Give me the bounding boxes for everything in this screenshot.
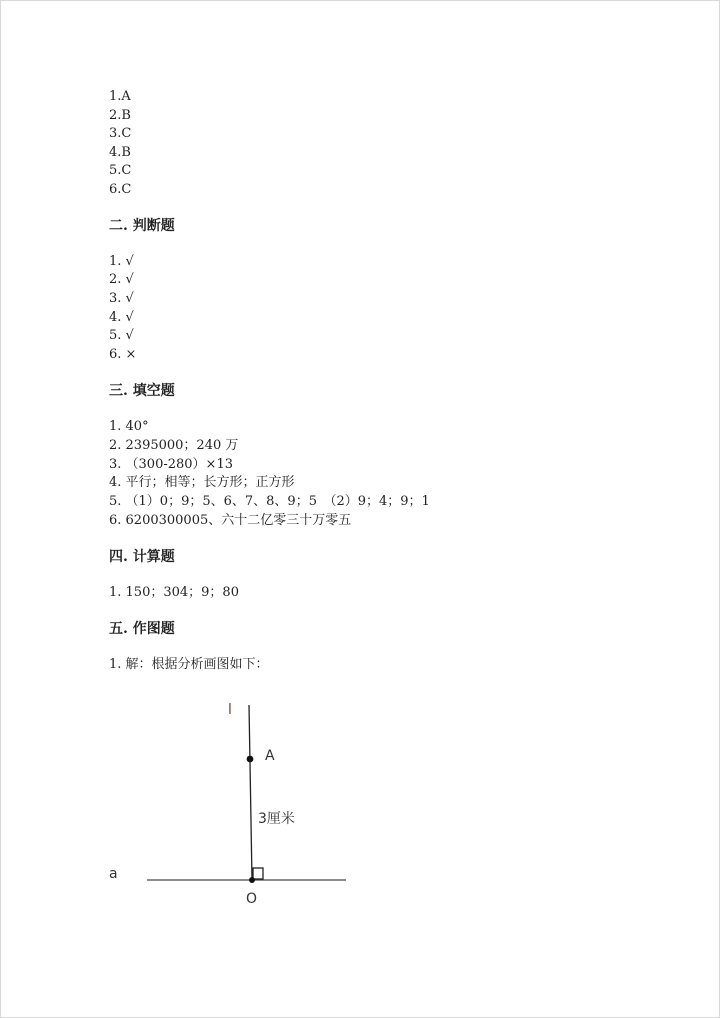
label-distance: 3厘米 — [258, 811, 295, 827]
choice-answer-2: 2.B — [109, 108, 131, 123]
calc-answer-1: 1. 150；304；9；80 — [109, 585, 239, 600]
judgement-answer-1: 1. √ — [109, 254, 134, 269]
drawing-answer-1: 1. 解：根据分析画图如下： — [109, 657, 269, 672]
fill-answer-1: 1. 40° — [109, 419, 149, 434]
right-angle-mark — [253, 868, 263, 879]
choice-answer-4: 4.B — [109, 145, 131, 160]
judgement-answer-2: 2. √ — [109, 272, 134, 287]
label-line-a: a — [109, 866, 118, 882]
choice-answer-5: 5.C — [109, 163, 132, 178]
fill-answer-5: 5. （1）0；9；5、6、7、8、9；5 （2）9；4；9；1 — [109, 494, 430, 509]
choice-answer-3: 3.C — [109, 126, 132, 141]
fill-answer-3: 3. （300-280）×13 — [109, 457, 233, 472]
judgement-answer-3: 3. √ — [109, 291, 134, 306]
fill-answer-2: 2. 2395000；240 万 — [109, 438, 239, 453]
judgement-answer-4: 4. √ — [109, 310, 134, 325]
label-line-l: l — [228, 702, 232, 718]
choice-answer-6: 6.C — [109, 182, 132, 197]
fill-answer-4: 4. 平行；相等；长方形；正方形 — [109, 475, 295, 490]
section-title-fill-blank: 三. 填空题 — [109, 383, 175, 399]
judgement-answer-5: 5. √ — [109, 328, 134, 343]
section-title-drawing: 五. 作图题 — [109, 621, 175, 637]
fill-answer-6: 6. 6200300005、六十二亿零三十万零五 — [109, 513, 352, 528]
label-point-a: A — [265, 748, 275, 764]
point-o — [249, 877, 255, 883]
choice-answer-1: 1.A — [109, 89, 131, 104]
point-a — [247, 756, 254, 763]
line-l — [249, 705, 252, 880]
section-title-judgement: 二. 判断题 — [109, 218, 175, 234]
section-title-calculation: 四. 计算题 — [109, 549, 175, 565]
label-point-o: O — [246, 891, 258, 907]
judgement-answer-6: 6. × — [109, 347, 137, 362]
